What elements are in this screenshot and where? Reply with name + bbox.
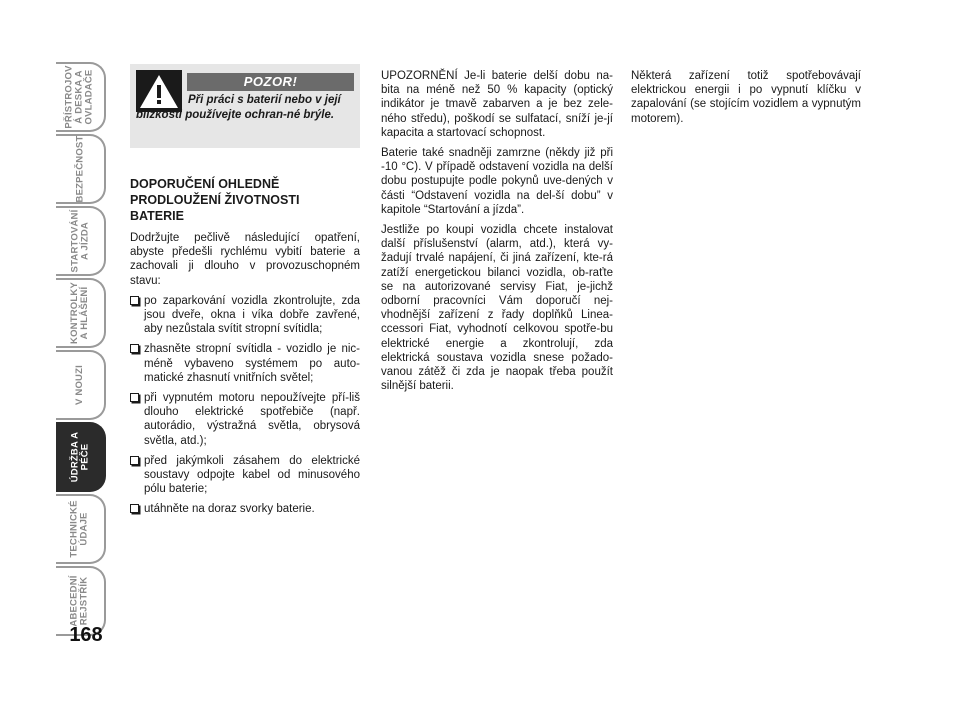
intro-paragraph: Dodržujte pečlivě následující opatření, abyste předešli rychlému vybití baterie a zachovali ji dlouho v provozuschopném stavu: <box>130 232 360 287</box>
column-battery-note <box>631 69 861 132</box>
nav-tab-v-nouzi[interactable] <box>56 350 106 420</box>
list-item: utáhněte na doraz svorky baterie. <box>130 502 360 516</box>
list-item: zhasněte stropní svítidla - vozidlo je nic-méně vybaveno systémem po auto-matické zhasnutí vnitřních světel; <box>130 342 360 385</box>
nav-tab-label: BEZPEČNOST <box>74 135 85 203</box>
nav-tab-label: ÚDRŽBA A PÉČE <box>69 431 91 483</box>
warning-box <box>130 64 360 148</box>
nav-tab-label: STARTOVÁNÍ A JÍZDA <box>69 209 90 273</box>
nav-tab-label: TECHNICKÉ ÚDAJE <box>69 500 90 558</box>
warning-text: Při práci s baterií nebo v její blízkosti používejte ochran-né brýle. <box>136 94 341 121</box>
list-item: před jakýmkoli zásahem do elektrické soustavy odpojte kabel od minusového pólu baterie; <box>130 454 360 497</box>
nav-tab-label: KONTROLKY A HLÁŠENÍ <box>69 282 90 344</box>
warning-title: POZOR! <box>187 73 354 91</box>
column-battery-warning <box>381 69 613 399</box>
nav-tab-udrzba[interactable] <box>56 422 106 492</box>
section-heading: DOPORUČENÍ OHLEDNĚ PRODLOUŽENÍ ŽIVOTNOSTI BATERIE <box>130 177 300 223</box>
checkbox-bullet-icon <box>130 393 139 402</box>
paragraph: Některá zařízení totiž spotřebovávají elektrickou energii i po vypnutí klíčku v zapalování (se stojícím vozidlem a vypnutým motorem). <box>631 70 861 125</box>
nav-tab-kontrolky[interactable] <box>56 278 106 348</box>
nav-tab-label: V NOUZI <box>74 365 85 405</box>
checkbox-bullet-icon <box>130 504 139 513</box>
bullet-list <box>130 294 360 517</box>
list-item: po zaparkování vozidla zkontrolujte, zda jsou dveře, okna i víka dobře zavřené, aby nezůstala svítit stropní svítidla; <box>130 294 360 337</box>
nav-tab-label: PŘÍSTROJOV Á DESKA A OVLADAČE <box>64 65 95 129</box>
nav-tab-technicke-udaje[interactable] <box>56 494 106 564</box>
checkbox-bullet-icon <box>130 344 139 353</box>
checkbox-bullet-icon <box>130 456 139 465</box>
column-battery-tips <box>130 176 360 523</box>
nav-tab-pristrojova-deska[interactable] <box>56 62 106 132</box>
page-number: 168 <box>69 624 103 646</box>
nav-tab-bezpecnost[interactable] <box>56 134 106 204</box>
nav-tab-label: ABECEDNÍ REJSTŘÍK <box>69 575 90 627</box>
list-item: při vypnutém motoru nepoužívejte pří-liš dlouho elektrické spotřebiče (např. autorádio, výstražná světla, obrysová světla, atd.); <box>130 391 360 448</box>
nav-tab-startovani[interactable] <box>56 206 106 276</box>
paragraph: UPOZORNĚNÍ Je-li baterie delší dobu na-bita na méně než 50 % kapacity (optický indikátor je tmavě zabarven a je bez zele-ného středu), poškodí se sulfatací, sníží je-jí kapacita a startovací schopnost. <box>381 70 613 139</box>
paragraph: Baterie také snadněji zamrzne (někdy již při -10 °C). V případě odstavení vozidla na delší dobu postupujte podle pokynů uve-dených v části “Odstavení vozidla na del-ší dobu” v kapitole “Startování a jízda”. <box>381 147 613 216</box>
paragraph: Jestliže po koupi vozidla chcete instalovat další příslušenství (alarm, atd.), která vy-žadují trvalé napájení, či jiná zařízení, kte-rá zatíží energetickou bilanci vozidla, ob-raťte se na autorizované servisy Fiat, je-jichž odborní pracovníci Vám doporučí nej-vhodnější zařízení z řady doplňků Linea-ccessori Fiat, vyhodnotí celkovou spotře-bu elektrické energie a zkontrolují, zda elektrická soustava vozidla snese požado-vanou zátěž či zda je naopak třeba použít silnější baterii. <box>381 224 613 393</box>
checkbox-bullet-icon <box>130 296 139 305</box>
